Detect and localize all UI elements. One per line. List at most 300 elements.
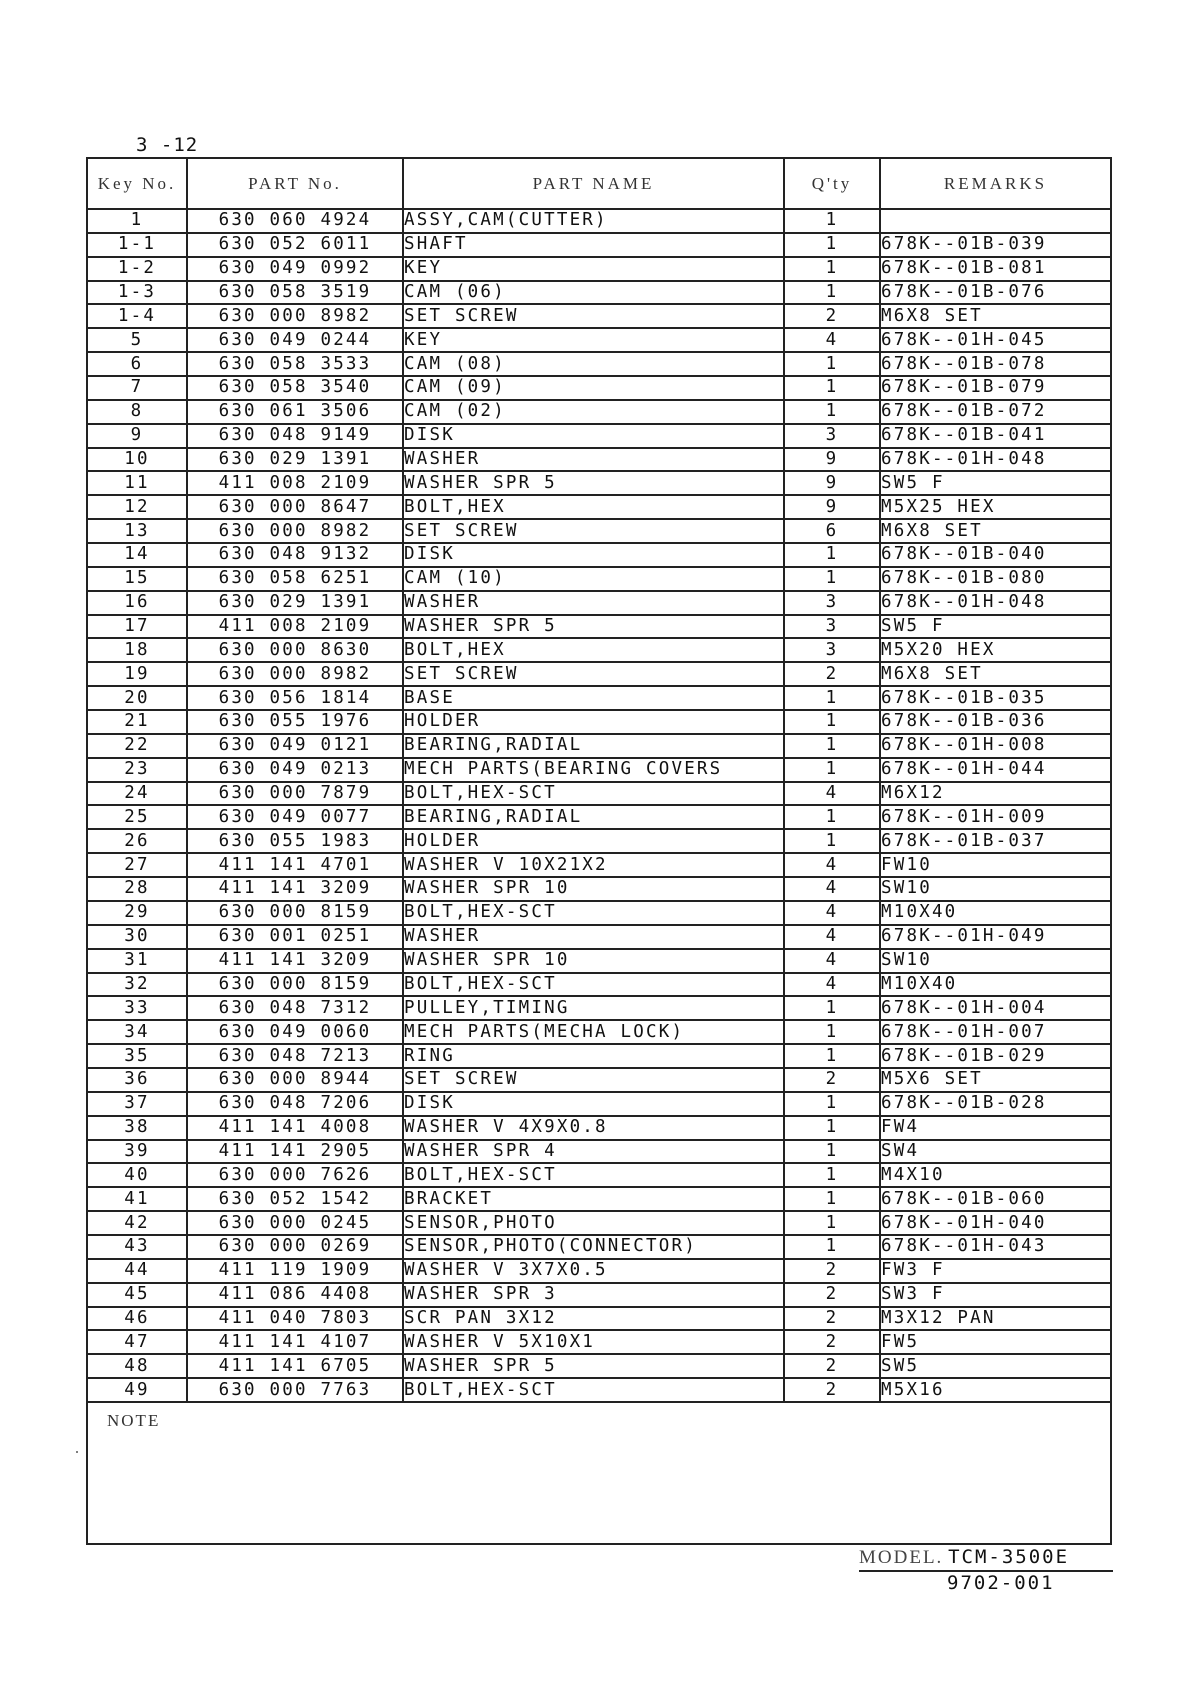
table-row	[88, 686, 1110, 710]
cell-key-no: 28	[88, 877, 187, 901]
cell-part-no: 630 049 0121	[187, 734, 403, 758]
cell-remarks: 678K--01B-037	[880, 829, 1110, 853]
cell-part-name: KEY	[403, 257, 784, 281]
cell-part-name: SET SCREW	[403, 519, 784, 543]
cell-key-no: 43	[88, 1235, 187, 1259]
table-row	[88, 973, 1110, 997]
cell-part-name: WASHER	[403, 925, 784, 949]
cell-part-name: SENSOR,PHOTO	[403, 1211, 784, 1235]
cell-qty: 1	[784, 1116, 880, 1140]
table-row	[88, 901, 1110, 925]
cell-remarks: 678K--01H-043	[880, 1235, 1110, 1259]
cell-qty: 4	[784, 853, 880, 877]
cell-key-no: 45	[88, 1283, 187, 1307]
cell-remarks: 678K--01B-081	[880, 257, 1110, 281]
cell-qty: 2	[784, 1307, 880, 1331]
cell-remarks: M6X8 SET	[880, 519, 1110, 543]
cell-part-name: DISK	[403, 424, 784, 448]
cell-remarks: 678K--01H-045	[880, 328, 1110, 352]
table-row	[88, 591, 1110, 615]
cell-part-no: 630 029 1391	[187, 591, 403, 615]
cell-part-no: 630 000 8982	[187, 662, 403, 686]
cell-part-no: 630 049 0244	[187, 328, 403, 352]
cell-part-name: WASHER V 3X7X0.5	[403, 1259, 784, 1283]
table-row	[88, 400, 1110, 424]
cell-part-name: KEY	[403, 328, 784, 352]
cell-key-no: 1-4	[88, 304, 187, 328]
cell-key-no: 7	[88, 376, 187, 400]
cell-remarks	[880, 209, 1110, 233]
table-row	[88, 1116, 1110, 1140]
cell-key-no: 16	[88, 591, 187, 615]
table-row	[88, 495, 1110, 519]
cell-key-no: 47	[88, 1330, 187, 1354]
cell-remarks: 678K--01B-040	[880, 543, 1110, 567]
cell-part-no: 411 086 4408	[187, 1283, 403, 1307]
parts-table	[88, 159, 1110, 1403]
note-box	[88, 1403, 1110, 1543]
cell-qty: 4	[784, 877, 880, 901]
cell-key-no: 32	[88, 973, 187, 997]
cell-key-no: 8	[88, 400, 187, 424]
cell-key-no: 49	[88, 1378, 187, 1402]
cell-part-name: WASHER V 10X21X2	[403, 853, 784, 877]
cell-part-name: BOLT,HEX-SCT	[403, 1378, 784, 1402]
cell-part-name: RING	[403, 1044, 784, 1068]
cell-part-name: PULLEY,TIMING	[403, 996, 784, 1020]
cell-key-no: 39	[88, 1140, 187, 1164]
cell-part-no: 630 048 9132	[187, 543, 403, 567]
cell-key-no: 20	[88, 686, 187, 710]
cell-part-no: 630 049 0213	[187, 758, 403, 782]
cell-part-name: DISK	[403, 543, 784, 567]
cell-qty: 1	[784, 996, 880, 1020]
cell-qty: 2	[784, 1068, 880, 1092]
cell-part-name: WASHER	[403, 448, 784, 472]
cell-part-no: 411 119 1909	[187, 1259, 403, 1283]
cell-part-name: WASHER SPR 4	[403, 1140, 784, 1164]
header-remarks: REMARKS	[880, 159, 1110, 209]
table-row	[88, 1330, 1110, 1354]
table-row	[88, 1092, 1110, 1116]
cell-part-no: 411 141 3209	[187, 877, 403, 901]
cell-part-name: WASHER	[403, 591, 784, 615]
cell-qty: 1	[784, 543, 880, 567]
cell-remarks: M5X16	[880, 1378, 1110, 1402]
cell-qty: 6	[784, 519, 880, 543]
cell-part-no: 630 000 7879	[187, 782, 403, 806]
table-row	[88, 1020, 1110, 1044]
cell-part-no: 630 000 8159	[187, 901, 403, 925]
cell-qty: 1	[784, 758, 880, 782]
cell-key-no: 22	[88, 734, 187, 758]
table-row	[88, 448, 1110, 472]
cell-remarks: 678K--01B-041	[880, 424, 1110, 448]
cell-qty: 1	[784, 686, 880, 710]
cell-part-name: WASHER SPR 5	[403, 471, 784, 495]
cell-part-no: 411 141 6705	[187, 1354, 403, 1378]
table-row	[88, 567, 1110, 591]
cell-key-no: 25	[88, 805, 187, 829]
table-row	[88, 638, 1110, 662]
cell-key-no: 11	[88, 471, 187, 495]
cell-remarks: 678K--01H-004	[880, 996, 1110, 1020]
cell-key-no: 1	[88, 209, 187, 233]
cell-remarks: 678K--01B-028	[880, 1092, 1110, 1116]
table-row	[88, 424, 1110, 448]
table-row	[88, 1378, 1110, 1402]
cell-key-no: 30	[88, 925, 187, 949]
cell-key-no: 12	[88, 495, 187, 519]
table-row	[88, 877, 1110, 901]
cell-remarks: 678K--01B-072	[880, 400, 1110, 424]
cell-remarks: 678K--01B-036	[880, 710, 1110, 734]
cell-qty: 1	[784, 281, 880, 305]
cell-part-name: BOLT,HEX	[403, 495, 784, 519]
cell-part-name: HOLDER	[403, 710, 784, 734]
cell-key-no: 36	[88, 1068, 187, 1092]
cell-part-no: 630 000 8159	[187, 973, 403, 997]
cell-key-no: 29	[88, 901, 187, 925]
cell-remarks: M10X40	[880, 973, 1110, 997]
cell-remarks: SW10	[880, 877, 1110, 901]
cell-part-name: MECH PARTS(MECHA LOCK)	[403, 1020, 784, 1044]
cell-part-no: 630 029 1391	[187, 448, 403, 472]
cell-remarks: SW5	[880, 1354, 1110, 1378]
cell-remarks: SW5 F	[880, 615, 1110, 639]
cell-qty: 1	[784, 400, 880, 424]
cell-qty: 2	[784, 1330, 880, 1354]
cell-part-name: CAM (09)	[403, 376, 784, 400]
cell-part-name: BOLT,HEX-SCT	[403, 1163, 784, 1187]
cell-part-no: 630 000 7626	[187, 1163, 403, 1187]
cell-part-no: 411 141 4008	[187, 1116, 403, 1140]
cell-part-no: 630 058 3519	[187, 281, 403, 305]
cell-part-name: BASE	[403, 686, 784, 710]
scan-speck	[76, 1451, 78, 1453]
cell-qty: 1	[784, 805, 880, 829]
cell-part-name: WASHER SPR 10	[403, 949, 784, 973]
table-row	[88, 376, 1110, 400]
table-row	[88, 758, 1110, 782]
cell-qty: 4	[784, 949, 880, 973]
table-row	[88, 1235, 1110, 1259]
cell-qty: 1	[784, 567, 880, 591]
cell-part-name: ASSY,CAM(CUTTER)	[403, 209, 784, 233]
cell-part-name: WASHER V 4X9X0.8	[403, 1116, 784, 1140]
table-row	[88, 782, 1110, 806]
cell-qty: 3	[784, 424, 880, 448]
cell-remarks: 678K--01B-079	[880, 376, 1110, 400]
cell-remarks: FW3 F	[880, 1259, 1110, 1283]
cell-qty: 2	[784, 304, 880, 328]
cell-part-name: BOLT,HEX-SCT	[403, 901, 784, 925]
cell-qty: 1	[784, 1187, 880, 1211]
cell-key-no: 13	[88, 519, 187, 543]
cell-qty: 3	[784, 638, 880, 662]
cell-part-no: 630 052 1542	[187, 1187, 403, 1211]
header-qty: Q'ty	[784, 159, 880, 209]
table-row	[88, 662, 1110, 686]
cell-part-no: 630 060 4924	[187, 209, 403, 233]
table-row	[88, 519, 1110, 543]
cell-remarks: 678K--01H-044	[880, 758, 1110, 782]
cell-remarks: M6X8 SET	[880, 304, 1110, 328]
cell-remarks: 678K--01H-009	[880, 805, 1110, 829]
cell-part-name: WASHER SPR 5	[403, 1354, 784, 1378]
cell-part-no: 630 048 7213	[187, 1044, 403, 1068]
table-row	[88, 615, 1110, 639]
cell-remarks: 678K--01H-048	[880, 448, 1110, 472]
cell-key-no: 26	[88, 829, 187, 853]
cell-key-no: 23	[88, 758, 187, 782]
cell-part-no: 630 049 0077	[187, 805, 403, 829]
cell-qty: 3	[784, 615, 880, 639]
cell-key-no: 34	[88, 1020, 187, 1044]
cell-part-name: SET SCREW	[403, 1068, 784, 1092]
cell-part-no: 630 056 1814	[187, 686, 403, 710]
cell-part-name: SET SCREW	[403, 304, 784, 328]
cell-part-no: 630 061 3506	[187, 400, 403, 424]
cell-key-no: 37	[88, 1092, 187, 1116]
cell-remarks: 678K--01H-049	[880, 925, 1110, 949]
cell-qty: 2	[784, 1259, 880, 1283]
cell-part-no: 630 049 0060	[187, 1020, 403, 1044]
cell-qty: 1	[784, 710, 880, 734]
cell-qty: 2	[784, 662, 880, 686]
header-part-name: PART NAME	[403, 159, 784, 209]
cell-remarks: 678K--01B-080	[880, 567, 1110, 591]
cell-key-no: 10	[88, 448, 187, 472]
cell-part-name: SET SCREW	[403, 662, 784, 686]
cell-key-no: 48	[88, 1354, 187, 1378]
cell-part-no: 630 048 7312	[187, 996, 403, 1020]
cell-part-no: 630 000 7763	[187, 1378, 403, 1402]
model-line	[859, 1545, 1113, 1572]
cell-remarks: 678K--01B-029	[880, 1044, 1110, 1068]
cell-key-no: 1-1	[88, 233, 187, 257]
cell-key-no: 15	[88, 567, 187, 591]
cell-key-no: 42	[88, 1211, 187, 1235]
table-row	[88, 1163, 1110, 1187]
cell-part-name: BEARING,RADIAL	[403, 805, 784, 829]
model-label: MODEL.	[859, 1547, 944, 1568]
cell-part-name: CAM (02)	[403, 400, 784, 424]
cell-key-no: 38	[88, 1116, 187, 1140]
cell-qty: 4	[784, 328, 880, 352]
cell-remarks: FW4	[880, 1116, 1110, 1140]
cell-part-name: WASHER SPR 3	[403, 1283, 784, 1307]
cell-part-name: BEARING,RADIAL	[403, 734, 784, 758]
cell-part-no: 411 008 2109	[187, 615, 403, 639]
table-row	[88, 1283, 1110, 1307]
cell-qty: 2	[784, 1378, 880, 1402]
parts-list-sheet	[86, 157, 1112, 1545]
cell-part-no: 630 048 7206	[187, 1092, 403, 1116]
table-row	[88, 1211, 1110, 1235]
table-row	[88, 1307, 1110, 1331]
cell-remarks: 678K--01H-008	[880, 734, 1110, 758]
cell-remarks: M4X10	[880, 1163, 1110, 1187]
cell-key-no: 27	[88, 853, 187, 877]
cell-key-no: 21	[88, 710, 187, 734]
table-row	[88, 304, 1110, 328]
cell-qty: 1	[784, 1211, 880, 1235]
page-number: 3 -12	[136, 134, 199, 156]
cell-part-name: BOLT,HEX	[403, 638, 784, 662]
cell-remarks: 678K--01B-076	[880, 281, 1110, 305]
table-row	[88, 1044, 1110, 1068]
model-value: TCM-3500E	[948, 1546, 1070, 1568]
cell-part-no: 630 000 0269	[187, 1235, 403, 1259]
table-row	[88, 1068, 1110, 1092]
cell-remarks: 678K--01H-040	[880, 1211, 1110, 1235]
cell-key-no: 9	[88, 424, 187, 448]
cell-qty: 2	[784, 1283, 880, 1307]
cell-part-name: MECH PARTS(BEARING COVERS	[403, 758, 784, 782]
cell-qty: 4	[784, 925, 880, 949]
cell-part-no: 630 000 8647	[187, 495, 403, 519]
cell-key-no: 31	[88, 949, 187, 973]
cell-key-no: 41	[88, 1187, 187, 1211]
cell-qty: 4	[784, 782, 880, 806]
cell-part-no: 411 141 4701	[187, 853, 403, 877]
cell-remarks: SW10	[880, 949, 1110, 973]
cell-remarks: 678K--01H-048	[880, 591, 1110, 615]
cell-key-no: 14	[88, 543, 187, 567]
cell-key-no: 1-3	[88, 281, 187, 305]
table-row	[88, 829, 1110, 853]
cell-remarks: M6X8 SET	[880, 662, 1110, 686]
cell-remarks: M5X25 HEX	[880, 495, 1110, 519]
cell-remarks: M10X40	[880, 901, 1110, 925]
cell-part-no: 630 000 8982	[187, 304, 403, 328]
cell-remarks: M6X12	[880, 782, 1110, 806]
cell-qty: 1	[784, 376, 880, 400]
cell-part-name: WASHER V 5X10X1	[403, 1330, 784, 1354]
table-row	[88, 328, 1110, 352]
table-header-row	[88, 159, 1110, 209]
cell-remarks: FW5	[880, 1330, 1110, 1354]
cell-part-no: 630 000 0245	[187, 1211, 403, 1235]
cell-part-name: CAM (06)	[403, 281, 784, 305]
table-row	[88, 543, 1110, 567]
cell-remarks: 678K--01H-007	[880, 1020, 1110, 1044]
cell-remarks: M3X12 PAN	[880, 1307, 1110, 1331]
document-code: 9702-001	[947, 1572, 1055, 1594]
cell-remarks: SW4	[880, 1140, 1110, 1164]
cell-key-no: 19	[88, 662, 187, 686]
cell-part-name: WASHER SPR 10	[403, 877, 784, 901]
cell-part-name: BOLT,HEX-SCT	[403, 782, 784, 806]
cell-part-no: 630 048 9149	[187, 424, 403, 448]
table-row	[88, 853, 1110, 877]
cell-qty: 1	[784, 1020, 880, 1044]
cell-part-name: BRACKET	[403, 1187, 784, 1211]
table-row	[88, 281, 1110, 305]
table-row	[88, 471, 1110, 495]
cell-qty: 1	[784, 734, 880, 758]
cell-part-name: SHAFT	[403, 233, 784, 257]
cell-qty: 1	[784, 233, 880, 257]
cell-part-no: 630 055 1976	[187, 710, 403, 734]
cell-qty: 1	[784, 352, 880, 376]
cell-part-name: BOLT,HEX-SCT	[403, 973, 784, 997]
cell-part-no: 630 058 3540	[187, 376, 403, 400]
cell-qty: 3	[784, 591, 880, 615]
cell-part-name: SENSOR,PHOTO(CONNECTOR)	[403, 1235, 784, 1259]
cell-part-no: 411 008 2109	[187, 471, 403, 495]
cell-part-no: 630 058 6251	[187, 567, 403, 591]
cell-part-no: 630 000 8944	[187, 1068, 403, 1092]
cell-remarks: 678K--01B-060	[880, 1187, 1110, 1211]
cell-part-name: DISK	[403, 1092, 784, 1116]
cell-qty: 9	[784, 448, 880, 472]
cell-part-no: 630 001 0251	[187, 925, 403, 949]
table-row	[88, 209, 1110, 233]
cell-key-no: 44	[88, 1259, 187, 1283]
cell-part-no: 630 058 3533	[187, 352, 403, 376]
cell-remarks: 678K--01B-039	[880, 233, 1110, 257]
cell-part-no: 630 052 6011	[187, 233, 403, 257]
cell-qty: 2	[784, 1354, 880, 1378]
cell-part-name: SCR PAN 3X12	[403, 1307, 784, 1331]
table-row	[88, 352, 1110, 376]
table-row	[88, 949, 1110, 973]
table-row	[88, 1187, 1110, 1211]
table-row	[88, 257, 1110, 281]
cell-qty: 1	[784, 1044, 880, 1068]
cell-part-no: 411 040 7803	[187, 1307, 403, 1331]
cell-remarks: 678K--01B-035	[880, 686, 1110, 710]
cell-key-no: 6	[88, 352, 187, 376]
cell-remarks: M5X6 SET	[880, 1068, 1110, 1092]
cell-key-no: 17	[88, 615, 187, 639]
table-row	[88, 233, 1110, 257]
cell-part-no: 630 049 0992	[187, 257, 403, 281]
cell-part-name: HOLDER	[403, 829, 784, 853]
cell-key-no: 24	[88, 782, 187, 806]
cell-part-no: 630 055 1983	[187, 829, 403, 853]
cell-part-no: 411 141 4107	[187, 1330, 403, 1354]
cell-qty: 1	[784, 209, 880, 233]
cell-remarks: M5X20 HEX	[880, 638, 1110, 662]
table-row	[88, 805, 1110, 829]
cell-qty: 1	[784, 257, 880, 281]
cell-part-no: 411 141 2905	[187, 1140, 403, 1164]
table-row	[88, 1140, 1110, 1164]
cell-key-no: 33	[88, 996, 187, 1020]
cell-part-no: 630 000 8982	[187, 519, 403, 543]
cell-remarks: SW3 F	[880, 1283, 1110, 1307]
cell-key-no: 5	[88, 328, 187, 352]
cell-qty: 1	[784, 1092, 880, 1116]
cell-key-no: 40	[88, 1163, 187, 1187]
table-row	[88, 925, 1110, 949]
header-part-no: PART No.	[187, 159, 403, 209]
cell-key-no: 35	[88, 1044, 187, 1068]
cell-qty: 9	[784, 471, 880, 495]
cell-part-no: 630 000 8630	[187, 638, 403, 662]
table-row	[88, 1259, 1110, 1283]
cell-qty: 4	[784, 973, 880, 997]
cell-qty: 4	[784, 901, 880, 925]
table-row	[88, 996, 1110, 1020]
table-row	[88, 734, 1110, 758]
cell-part-no: 411 141 3209	[187, 949, 403, 973]
note-label: NOTE	[107, 1410, 161, 1430]
cell-qty: 1	[784, 1235, 880, 1259]
